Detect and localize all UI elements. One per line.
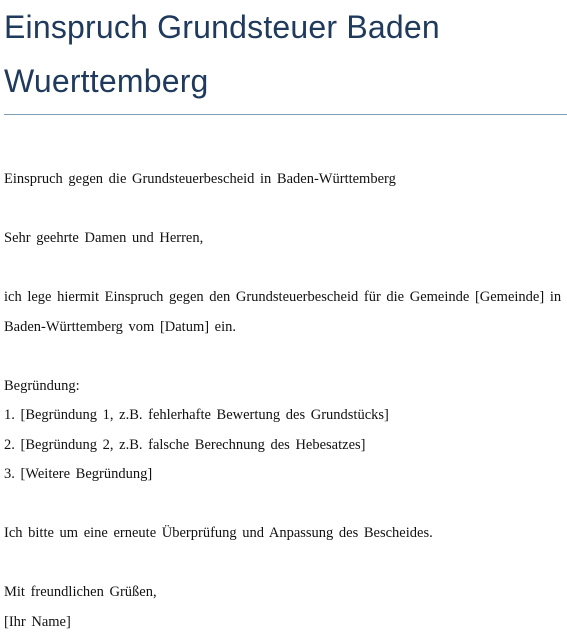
document-title-line-1: Einspruch Grundsteuer Baden — [4, 9, 440, 45]
letter-intro-line-1: ich lege hiermit Einspruch gegen den Grundsteuerbescheid für die Gemeinde [Gemeinde] in — [4, 283, 563, 313]
document-title-line-2: Wuerttemberg — [4, 63, 209, 99]
spacer — [4, 490, 563, 520]
reason-item-2: 2. [Begründung 2, z.B. falsche Berechnung des Hebesatzes] — [4, 431, 563, 461]
spacer — [4, 195, 563, 225]
document-title — [4, 0, 563, 108]
spacer — [4, 549, 563, 579]
reasons-heading: Begründung: — [4, 372, 563, 402]
letter-closing: Mit freundlichen Grüßen, — [4, 578, 563, 608]
letter-body — [4, 165, 563, 637]
reason-item-1: 1. [Begründung 1, z.B. fehlerhafte Bewertung des Grundstücks] — [4, 401, 563, 431]
spacer — [4, 342, 563, 372]
title-divider — [4, 114, 567, 115]
spacer — [4, 254, 563, 284]
letter-salutation: Sehr geehrte Damen und Herren, — [4, 224, 563, 254]
letter-intro-line-2: Baden-Württemberg vom [Datum] ein. — [4, 313, 563, 343]
letter-subject: Einspruch gegen die Grundsteuerbescheid in Baden-Württemberg — [4, 165, 563, 195]
letter-signature: [Ihr Name] — [4, 608, 563, 637]
reason-item-3: 3. [Weitere Begründung] — [4, 460, 563, 490]
letter-request: Ich bitte um eine erneute Überprüfung und Anpassung des Bescheides. — [4, 519, 563, 549]
